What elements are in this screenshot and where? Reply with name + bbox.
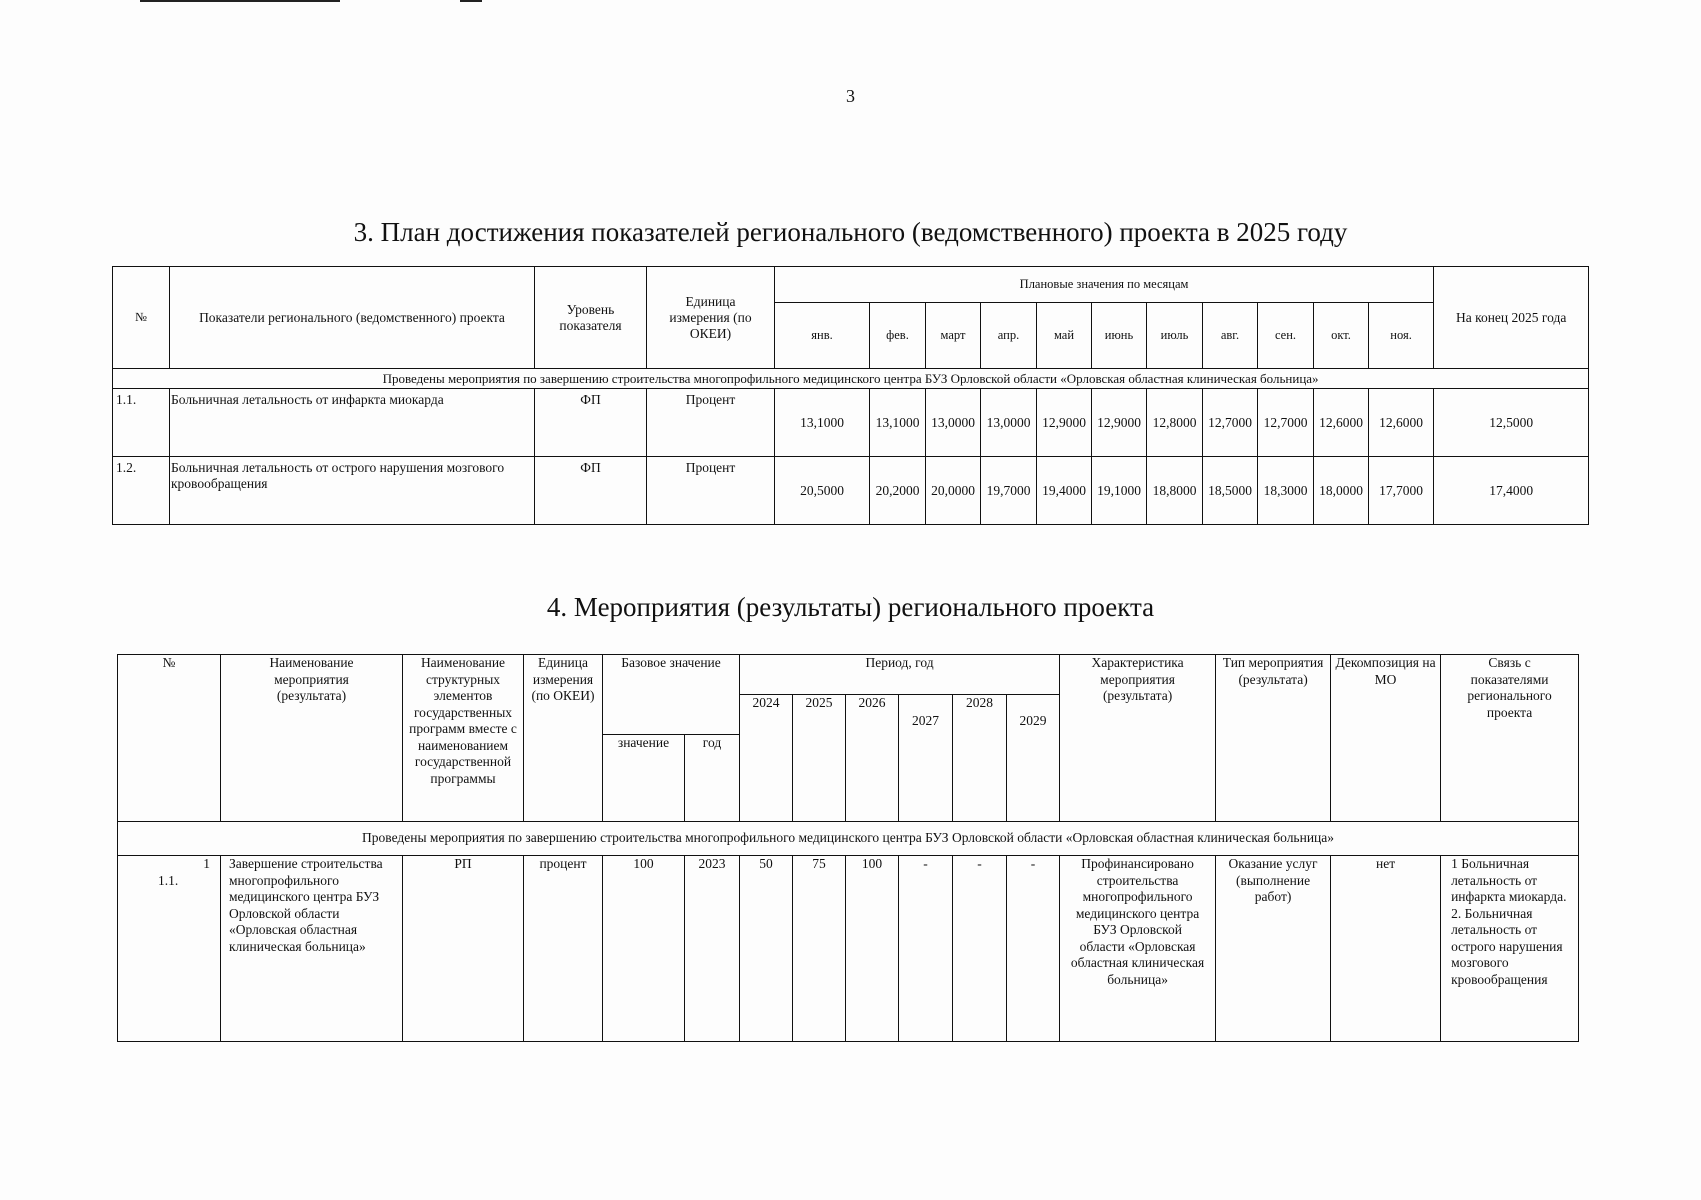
month-header: окт.	[1314, 303, 1369, 369]
section4-title: 4. Мероприятия (результаты) регионального проекта	[546, 592, 1155, 622]
month-header: июль	[1147, 303, 1203, 369]
year-end-value: 12,5000	[1434, 389, 1589, 457]
year-end-value: 17,4000	[1434, 457, 1589, 525]
base-value: 100	[603, 856, 685, 1042]
col-header-period: Период, год	[740, 655, 1060, 695]
col-header-link: Связь с показателями регионального проекта	[1441, 655, 1579, 822]
col-header-year-end: На конец 2025 года	[1434, 267, 1589, 369]
row-number-label: 1.1.	[158, 872, 179, 888]
year-value: -	[899, 856, 953, 1042]
row-number: 1.2.	[113, 457, 170, 525]
col-header-characteristic: Характеристика мероприятия (результата)	[1060, 655, 1216, 822]
month-value: 12,9000	[1092, 389, 1147, 457]
year-header: 2029	[1007, 695, 1060, 822]
month-value: 20,5000	[775, 457, 870, 525]
link-to-indicators	[1441, 856, 1579, 1042]
section-row: Проведены мероприятия по завершению строительства многопрофильного медицинского центра БУЗ Орловской области «Орловская областная клиническая больница»	[118, 822, 1579, 856]
month-header: авг.	[1203, 303, 1258, 369]
month-value: 12,6000	[1369, 389, 1434, 457]
month-value: 18,5000	[1203, 457, 1258, 525]
section3-title: 3. План достижения показателей регионального (ведомственного) проекта в 2025 году	[353, 217, 1348, 247]
month-header: май	[1037, 303, 1092, 369]
month-value: 19,7000	[981, 457, 1037, 525]
month-value: 12,6000	[1314, 389, 1369, 457]
year-value: -	[1007, 856, 1060, 1042]
table-row	[113, 457, 1589, 525]
month-header: сен.	[1258, 303, 1314, 369]
year-value: 75	[793, 856, 846, 1042]
row-number-top: 1	[203, 856, 210, 871]
month-value: 18,8000	[1147, 457, 1203, 525]
year-value: 100	[846, 856, 899, 1042]
page-number: 3	[846, 86, 855, 106]
col-header-level: Уровень показателя	[535, 267, 647, 369]
month-value: 20,0000	[926, 457, 981, 525]
month-value: 13,1000	[870, 389, 926, 457]
row-number	[118, 856, 221, 1042]
scan-artifact-line	[140, 0, 340, 2]
activity-characteristic: Профинансировано строительства многопрофильного медицинского центра БУЗ Орловской области «Орловская областная клиническая больница»	[1060, 856, 1216, 1042]
month-value: 13,0000	[926, 389, 981, 457]
year-value: 50	[740, 856, 793, 1042]
indicator-level: ФП	[535, 389, 647, 457]
month-header: ноя.	[1369, 303, 1434, 369]
col-header-base-value: значение	[603, 735, 685, 822]
indicator-name: Больничная летальность от инфаркта миокарда	[170, 389, 535, 457]
month-header: апр.	[981, 303, 1037, 369]
month-value: 20,2000	[870, 457, 926, 525]
activities-table	[117, 654, 1579, 1042]
month-value: 19,1000	[1092, 457, 1147, 525]
indicator-unit: Процент	[647, 457, 775, 525]
col-header-base: Базовое значение	[603, 655, 740, 735]
month-value: 13,0000	[981, 389, 1037, 457]
year-header: 2027	[899, 695, 953, 822]
month-header: фев.	[870, 303, 926, 369]
month-value: 18,0000	[1314, 457, 1369, 525]
activity-unit: процент	[524, 856, 603, 1042]
year-header: 2025	[793, 695, 846, 822]
scan-artifact-line	[460, 0, 482, 2]
indicator-name: Больничная летальность от острого нарушения мозгового кровообращения	[170, 457, 535, 525]
year-value: -	[953, 856, 1007, 1042]
row-number: 1.1.	[113, 389, 170, 457]
month-value: 13,1000	[775, 389, 870, 457]
link-item: 2. Больничная летальность от острого нарушения мозгового кровообращения	[1451, 905, 1563, 987]
col-header-type: Тип мероприятия (результата)	[1216, 655, 1331, 822]
month-value: 12,7000	[1203, 389, 1258, 457]
decomposition: нет	[1331, 856, 1441, 1042]
col-header-base-year: год	[685, 735, 740, 822]
month-value: 17,7000	[1369, 457, 1434, 525]
year-header: 2028	[953, 695, 1007, 822]
month-value: 12,8000	[1147, 389, 1203, 457]
table-row	[118, 856, 1579, 1042]
month-value: 18,3000	[1258, 457, 1314, 525]
month-header: янв.	[775, 303, 870, 369]
col-header-decomposition: Декомпозиция на МО	[1331, 655, 1441, 822]
year-header: 2026	[846, 695, 899, 822]
col-header-monthly: Плановые значения по месяцам	[775, 267, 1434, 303]
base-year: 2023	[685, 856, 740, 1042]
month-value: 12,7000	[1258, 389, 1314, 457]
month-header: март	[926, 303, 981, 369]
col-header-name: Наименование мероприятия (результата)	[221, 655, 403, 822]
monthly-plan-table	[112, 266, 1589, 525]
col-header-no: №	[118, 655, 221, 822]
month-value: 12,9000	[1037, 389, 1092, 457]
month-value: 19,4000	[1037, 457, 1092, 525]
structural-element: РП	[403, 856, 524, 1042]
link-item: 1 Больничная летальность от инфаркта миокарда.	[1451, 856, 1567, 904]
table-row	[113, 389, 1589, 457]
month-header: июнь	[1092, 303, 1147, 369]
col-header-unit: Единица измерения (по ОКЕИ)	[647, 267, 775, 369]
col-header-no: №	[113, 267, 170, 369]
section-row: Проведены мероприятия по завершению строительства многопрофильного медицинского центра БУЗ Орловской области «Орловская областная клиническая больница»	[113, 369, 1589, 389]
year-header: 2024	[740, 695, 793, 822]
col-header-structural: Наименование структурных элементов государственных программ вместе с наименованием государственной программы	[403, 655, 524, 822]
col-header-unit: Единица измерения (по ОКЕИ)	[524, 655, 603, 822]
indicator-unit: Процент	[647, 389, 775, 457]
activity-name: Завершение строительства многопрофильного медицинского центра БУЗ Орловской области «Орловская областная клиническая больница»	[221, 856, 403, 1042]
indicator-level: ФП	[535, 457, 647, 525]
col-header-indicator: Показатели регионального (ведомственного) проекта	[170, 267, 535, 369]
activity-type: Оказание услуг (выполнение работ)	[1216, 856, 1331, 1042]
